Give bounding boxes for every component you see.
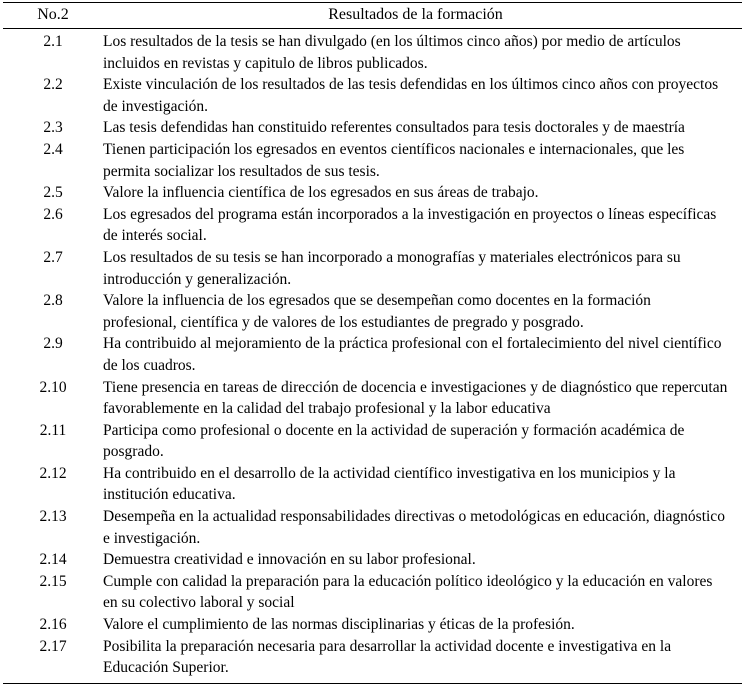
- row-text: Los egresados del programa están incorporados a la investigación en proyectos o líneas específicas de interés social.: [103, 205, 717, 245]
- row-text: Valore la influencia científica de los egresados en sus áreas de trabajo.: [103, 184, 539, 202]
- table-row: [3, 549, 742, 571]
- row-number: 2.15: [39, 572, 67, 590]
- table-body: [3, 29, 742, 683]
- table-row: [3, 290, 742, 333]
- row-number: 2.4: [43, 140, 63, 158]
- row-number: 2.11: [39, 421, 67, 439]
- table-row: [3, 614, 742, 636]
- row-number: 2.14: [39, 551, 67, 569]
- table-row: [3, 182, 742, 204]
- table-header-row: [3, 3, 742, 29]
- table-row: [3, 506, 742, 549]
- table-row: [3, 571, 742, 614]
- table-row: [3, 204, 742, 247]
- row-text: Valore el cumplimiento de las normas disciplinarias y éticas de la profesión.: [103, 616, 575, 634]
- row-text: Valore la influencia de los egresados que se desempeñan como docentes en la formación profesional, científica y de valores de los estudiantes de pregrado y posgrado.: [103, 292, 651, 331]
- table-row: [3, 117, 742, 139]
- table-row: [3, 139, 742, 182]
- row-text: Desempeña en la actualidad responsabilidades directivas o metodológicas en educación, diagnóstico e investigación.: [103, 508, 725, 547]
- row-text: Existe vinculación de los resultados de las tesis defendidas en los últimos cinco años con proyectos de investigación.: [103, 76, 719, 115]
- row-number: 2.3: [43, 119, 63, 137]
- row-text: Demuestra creatividad e innovación en su labor profesional.: [103, 551, 476, 569]
- row-number: 2.2: [43, 76, 63, 94]
- row-number: 2.10: [39, 378, 67, 396]
- row-number: 2.8: [43, 292, 63, 310]
- row-number: 2.12: [39, 464, 67, 482]
- table-row: [3, 463, 742, 506]
- row-number: 2.16: [39, 616, 67, 634]
- row-number: 2.7: [43, 248, 63, 266]
- results-table: [3, 2, 742, 684]
- table-row: [3, 333, 742, 376]
- row-text: Ha contribuido en el desarrollo de la actividad científico investigativa en los municipios y la institución educativa.: [103, 464, 676, 504]
- row-text: Cumple con calidad la preparación para la educación político ideológico y la educación en valores en su colectivo laboral y social: [103, 572, 713, 612]
- row-text: Los resultados de su tesis se han incorporado a monografías y materiales electrónicos para su introducción y generalización.: [103, 248, 681, 288]
- table-row: [3, 74, 742, 117]
- table-row: [3, 420, 742, 463]
- row-number: 2.17: [39, 637, 67, 655]
- row-text: Las tesis defendidas han constituido referentes consultados para tesis doctorales y de maestría: [103, 119, 685, 137]
- row-number: 2.6: [43, 205, 63, 223]
- row-text: Posibilita la preparación necesaria para desarrollar la actividad docente e investigativa en la Educación Superior.: [103, 637, 672, 677]
- table-row: [3, 636, 742, 679]
- row-text: Tienen participación los egresados en eventos científicos nacionales e internacionales, que les permita socializar los resultados de sus tesis.: [103, 140, 685, 180]
- header-title-label: Resultados de la formación: [328, 6, 503, 23]
- row-text: Tiene presencia en tareas de dirección de docencia e investigaciones y de diagnóstico que repercutan favorablemente en la calidad del trabajo profesional y la labor educativa: [103, 378, 728, 418]
- row-number: 2.13: [39, 508, 67, 526]
- table-row: [3, 247, 742, 290]
- row-text: Participa como profesional o docente en la actividad de superación y formación académica de posgrado.: [103, 421, 685, 461]
- row-number: 2.5: [43, 184, 63, 202]
- table-row: [3, 31, 742, 74]
- header-no-label: No.2: [37, 6, 69, 23]
- row-text: Los resultados de la tesis se han divulgado (en los últimos cinco años) por medio de artículos incluidos en revistas y capitulo de libros publicados.: [103, 33, 681, 72]
- row-text: Ha contribuido al mejoramiento de la práctica profesional con el fortalecimiento del nivel científico de los cuadros.: [103, 335, 722, 374]
- table-row: [3, 377, 742, 420]
- row-number: 2.9: [43, 335, 63, 353]
- row-number: 2.1: [43, 33, 63, 50]
